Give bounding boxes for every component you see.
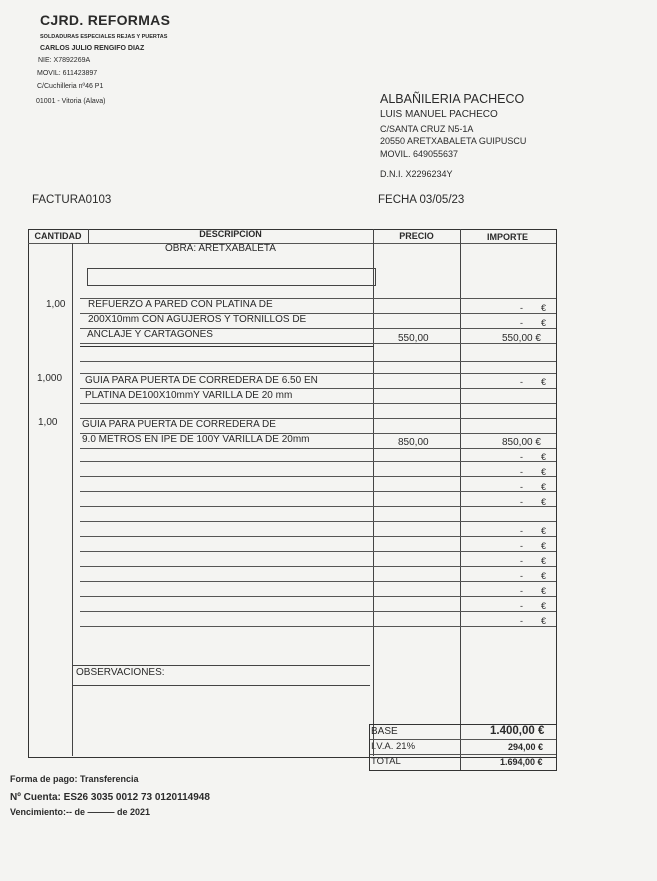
client-name: ALBAÑILERIA PACHECO [380,92,525,106]
header-divider [28,243,556,244]
item2-qty: 1,000 [37,373,63,384]
row-line [80,373,556,374]
payment-account: Nº Cuenta: ES26 3035 0012 73 0120114948 [10,792,210,803]
seller-nie: NIE: X7892269A [38,57,91,64]
total-value: 1.694,00 € [500,757,543,767]
row-line [80,536,556,537]
row-line [80,611,556,612]
client-movil: MOVIL. 649055637 [380,149,459,159]
header-descripcion: DESCRIPCION [199,229,262,239]
euro-sign: € [541,526,547,536]
row-line [80,506,556,507]
item2-desc-line1: GUIA PARA PUERTA DE CORREDERA DE 6.50 EN [85,375,318,386]
item1-desc-line2: 200X10mm CON AGUJEROS Y TORNILLOS DE [88,314,307,325]
row-line [80,461,556,462]
empty-amount-dash: - [520,541,523,551]
seller-tagline: SOLDADURAS ESPECIALES REJAS Y PUERTAS [40,34,168,40]
client-city: 20550 ARETXABALETA GUIPUSCU [380,136,527,146]
row-line [80,476,556,477]
header-precio: PRECIO [399,231,434,241]
row-line [80,596,556,597]
seller-address: C/Cuchilleria nº46 P1 [37,83,104,90]
row-line [80,361,556,362]
item1-price: 550,00 [398,333,429,344]
row-line [80,346,374,347]
euro-sign: € [541,586,547,596]
empty-amount-dash: - [520,526,523,536]
item2-desc-line2: PLATINA DE100X10mmY VARILLA DE 20 mm [85,390,293,401]
item3-price: 850,00 [398,437,429,448]
row-line [80,566,556,567]
header-cantidad: CANTIDAD [34,231,82,241]
euro-sign: € [541,556,547,566]
iva-value: 294,00 € [508,742,544,752]
obra-label: OBRA: ARETXABALETA [165,243,276,254]
invoice-number: FACTURA0103 [32,194,112,206]
obra-box [87,268,376,286]
row-line [80,551,556,552]
payment-method: Forma de pago: Transferencia [10,774,139,784]
euro-sign: € [541,541,547,551]
invoice-date: FECHA 03/05/23 [378,194,465,206]
empty-amount-dash: - [520,601,523,611]
empty-amount-dash: - [520,467,523,477]
euro-sign: € [541,571,547,581]
base-value: 1.400,00 € [490,725,545,737]
euro-sign: € [541,616,547,626]
empty-amount-dash: - [520,586,523,596]
empty-amount-dash: - [520,303,523,313]
euro-sign: € [541,377,547,387]
iva-label: I.V.A. 21% [371,741,416,752]
item3-amount: 850,00 € [502,437,541,448]
euro-sign: € [541,601,547,611]
client-contact: LUIS MANUEL PACHECO [380,109,498,120]
col-line [460,229,461,770]
euro-sign: € [541,303,547,313]
client-dni: D.N.I. X2296234Y [380,169,453,179]
col-line [373,229,374,756]
header-importe: IMPORTE [486,232,528,242]
seller-city: 01001 - Vitoria (Alava) [36,98,106,105]
item1-desc-line1: REFUERZO A PARED CON PLATINA DE [88,299,273,310]
euro-sign: € [541,482,547,492]
seller-name: CJRD. REFORMAS [40,12,171,28]
empty-amount-dash: - [520,616,523,626]
row-line [80,581,556,582]
row-line [80,491,556,492]
seller-movil: MOVIL: 611423897 [37,70,98,77]
base-label: BASE [371,726,398,737]
euro-sign: € [541,318,547,328]
row-line [80,388,556,389]
euro-sign: € [541,452,547,462]
row-line [80,448,556,449]
payment-vencimiento: Vencimiento:-- de ——— de 2021 [10,807,151,817]
empty-amount-dash: - [520,497,523,507]
item1-amount: 550,00 € [502,333,541,344]
empty-amount-dash: - [520,571,523,581]
item3-desc-line2: 9.0 METROS EN IPE DE 100Y VARILLA DE 20mm [82,434,310,445]
empty-amount-dash: - [520,318,523,328]
empty-amount-dash: - [520,556,523,566]
observaciones-label: OBSERVACIONES: [76,667,165,678]
row-line [80,403,556,404]
euro-sign: € [541,497,547,507]
seller-owner: CARLOS JULIO RENGIFO DIAZ [40,45,145,52]
item3-qty: 1,00 [38,417,58,428]
empty-amount-dash: - [520,377,523,387]
row-line [80,343,556,344]
client-address: C/SANTA CRUZ N5-1A [380,124,474,134]
item1-qty: 1,00 [46,299,66,310]
row-line [80,521,556,522]
row-line [80,626,556,627]
item1-desc-line3: ANCLAJE Y CARTAGONES [87,329,213,340]
empty-amount-dash: - [520,452,523,462]
total-label: TOTAL [371,756,401,767]
item3-desc-line1: GUIA PARA PUERTA DE CORREDERA DE [82,419,276,430]
empty-amount-dash: - [520,482,523,492]
euro-sign: € [541,467,547,477]
